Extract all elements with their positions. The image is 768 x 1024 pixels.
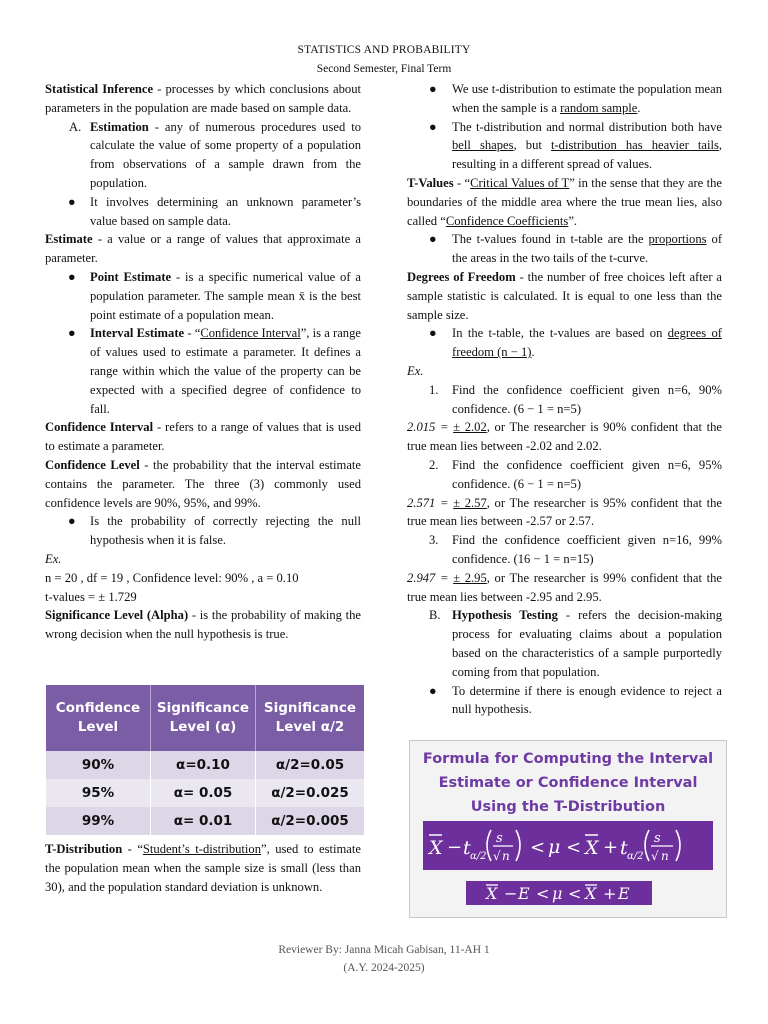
page-subtitle: Second Semester, Final Term	[316, 63, 452, 75]
table-row	[46, 779, 364, 807]
svg-text:μ: μ	[552, 884, 563, 903]
t-dist-bullet-2: ● The t-distribution and normal distribution both have bell shapes, but t-distribution has heavier tails, resulting in a different spread of values.	[429, 119, 723, 172]
formula-equation-2	[466, 881, 652, 905]
svg-text:+: +	[603, 884, 617, 903]
estimation-item: A. Estimation - any of numerous procedures used to calculate the value of some property of a population from observations of a sample drawn from the population.	[69, 119, 361, 190]
table-header: Confidence Level	[46, 685, 151, 751]
table-header: Significance Level α/2	[256, 685, 365, 751]
t-dist-bullet-1: ● We use t-distribution to estimate the population mean when the sample is a random sample.	[429, 82, 722, 115]
svg-text:<: <	[536, 884, 550, 903]
svg-text:n: n	[502, 849, 510, 863]
svg-text:−: −	[447, 837, 463, 858]
bullet-icon: ●	[429, 683, 437, 698]
formula-title: Formula for Computing the Interval Estimate or Confidence Interval Using the T-Distribution	[422, 751, 714, 815]
example-line-2: t-values = ± 1.729	[45, 589, 137, 604]
table-cell: α/2=0.025	[256, 779, 365, 807]
t-values-bullet: ● The t-values found in t-table are the proportions of the areas in the two tails of the t-curve.	[429, 232, 723, 266]
bullet-icon: ●	[68, 269, 76, 284]
svg-text:X: X	[585, 884, 597, 903]
estimate-para: Estimate - a value or a range of values that approximate a parameter.	[45, 232, 361, 266]
confidence-level-para: Confidence Level - the probability that the interval estimate contains the parameter. The three (3) commonly used confidence levels are 90%, 95%, and 99%.	[45, 457, 361, 510]
svg-text:t: t	[463, 837, 471, 859]
svg-text:E: E	[518, 884, 530, 903]
bullet-icon: ●	[68, 326, 76, 341]
footer-year: (A.Y. 2024-2025)	[343, 962, 425, 974]
bullet-icon: ●	[68, 514, 76, 529]
ci-formula-graphic	[423, 821, 713, 870]
svg-text:s: s	[654, 831, 661, 846]
svg-text:<: <	[530, 837, 546, 858]
example-question-3: 3. Find the confidence coefficient given n=16, 99% confidence. (16 − 1 = n=15)	[429, 533, 722, 566]
example-answer-1: 2.015 = ± 2.02, or The researcher is 90% confident that the true mean lies between -2.02 and 2.02.	[407, 420, 722, 454]
svg-text:s: s	[496, 831, 503, 846]
svg-text:α/2: α/2	[627, 851, 644, 862]
bullet-icon: ●	[68, 194, 76, 209]
svg-text:α/2: α/2	[470, 851, 487, 862]
example-question-2: 2. Find the confidence coefficient given n=6, 95% confidence. (6 − 1 = n=5)	[429, 457, 722, 491]
dof-bullet: ● In the t-table, the t-values are based on degrees of freedom (n − 1).	[429, 326, 722, 360]
table-header: Significance Level (α)	[151, 685, 256, 751]
example-answer-3: 2.947 = ± 2.95, or The researcher is 99% confident that the true mean lies between -2.95 and 2.95.	[407, 570, 722, 604]
table-cell: α/2=0.05	[256, 751, 365, 779]
footer-author: Reviewer By: Janna Micah Gabisan, 11-AH 1	[278, 944, 490, 956]
hypothesis-testing-bullet: ● To determine if there is enough evidence to reject a null hypothesis.	[429, 683, 722, 717]
bullet-icon: ●	[429, 232, 437, 247]
example-label: Ex.	[407, 363, 424, 378]
table-cell: α/2=0.005	[256, 807, 365, 835]
bullet-icon: ●	[429, 82, 437, 96]
margin-formula-graphic	[466, 881, 652, 905]
table-cell: 99%	[46, 807, 151, 835]
svg-text:√: √	[493, 849, 501, 863]
svg-text:X: X	[486, 884, 498, 903]
confidence-interval-para: Confidence Interval - refers to a range of values that is used to estimate a parameter.	[45, 420, 361, 454]
table-cell: α= 0.01	[151, 807, 256, 835]
svg-text:E: E	[618, 884, 630, 903]
significance-level-para: Significance Level (Alpha) - is the probability of making the wrong decision when the null hypothesis is true.	[45, 608, 362, 642]
page-title: STATISTICS AND PROBABILITY	[297, 44, 471, 56]
hypothesis-testing-item: B. Hypothesis Testing - refers the decision-making process for evaluating claims about a population based on the characteristics of a sample purportedly coming from that population.	[429, 608, 722, 679]
t-distribution-para: T-Distribution - “Student’s t-distribution”, used to estimate the population mean when the sample size is small (less than 30), and the population standard deviation is unknown.	[45, 842, 361, 894]
svg-text:n: n	[661, 849, 669, 863]
svg-text:μ: μ	[548, 836, 561, 858]
t-values-para: T-Values - “Critical Values of T” in the sense that they are the boundaries of the middle area where the true mean lies, also called “Confidence Coefficients”.	[407, 175, 722, 228]
table-cell: α= 0.05	[151, 779, 256, 807]
svg-text:<: <	[568, 884, 582, 903]
svg-text:√: √	[651, 849, 659, 863]
bullet-icon: ●	[429, 326, 437, 341]
point-estimate-bullet: ● Point Estimate - is a specific numerical value of a population parameter. The sample mean x̄ is the best point estimate of a population mean.	[68, 269, 361, 322]
svg-text:−: −	[504, 884, 518, 903]
example-line-1: n = 20 , df = 19 , Confidence level: 90% , a = 0.10	[45, 570, 299, 585]
svg-text:t: t	[620, 837, 628, 859]
table-row	[46, 751, 364, 779]
table-row	[46, 807, 364, 835]
example-label: Ex.	[45, 551, 62, 566]
statistical-inference-para: Statistical Inference - processes by which conclusions about parameters in the population are made based on sample data.	[45, 82, 361, 115]
svg-text:X: X	[585, 837, 599, 859]
left-column	[45, 80, 361, 644]
right-column	[407, 80, 722, 719]
table-cell: α=0.10	[151, 751, 256, 779]
formula-box	[409, 740, 727, 918]
table-cell: 95%	[46, 779, 151, 807]
bullet-icon: ●	[429, 119, 437, 134]
confidence-level-bullet: ● Is the probability of correctly rejecting the null hypothesis when it is false.	[68, 514, 361, 548]
svg-text:+: +	[603, 837, 619, 858]
svg-text:X: X	[429, 837, 443, 859]
estimation-bullet: ● It involves determining an unknown parameter’s value based on sample data.	[68, 194, 361, 228]
table-cell: 90%	[46, 751, 151, 779]
interval-estimate-bullet: ● Interval Estimate - “Confidence Interval”, is a range of values used to estimate a parameter. It defines a range within which the value of the property can be expected with a specified degree of confidence to fall.	[68, 326, 361, 416]
formula-equation-1	[423, 821, 713, 870]
example-question-1: 1. Find the confidence coefficient given n=6, 90% confidence. (6 − 1 = n=5)	[429, 382, 722, 416]
degrees-of-freedom-para: Degrees of Freedom - the number of free choices left after a sample statistic is calculated. It is equal to one less than the sample size.	[407, 269, 722, 322]
significance-table	[46, 685, 364, 835]
example-answer-2: 2.571 = ± 2.57, or The researcher is 95% confident that the true mean lies between -2.57 or 2.57.	[407, 495, 722, 529]
svg-text:<: <	[566, 837, 582, 858]
